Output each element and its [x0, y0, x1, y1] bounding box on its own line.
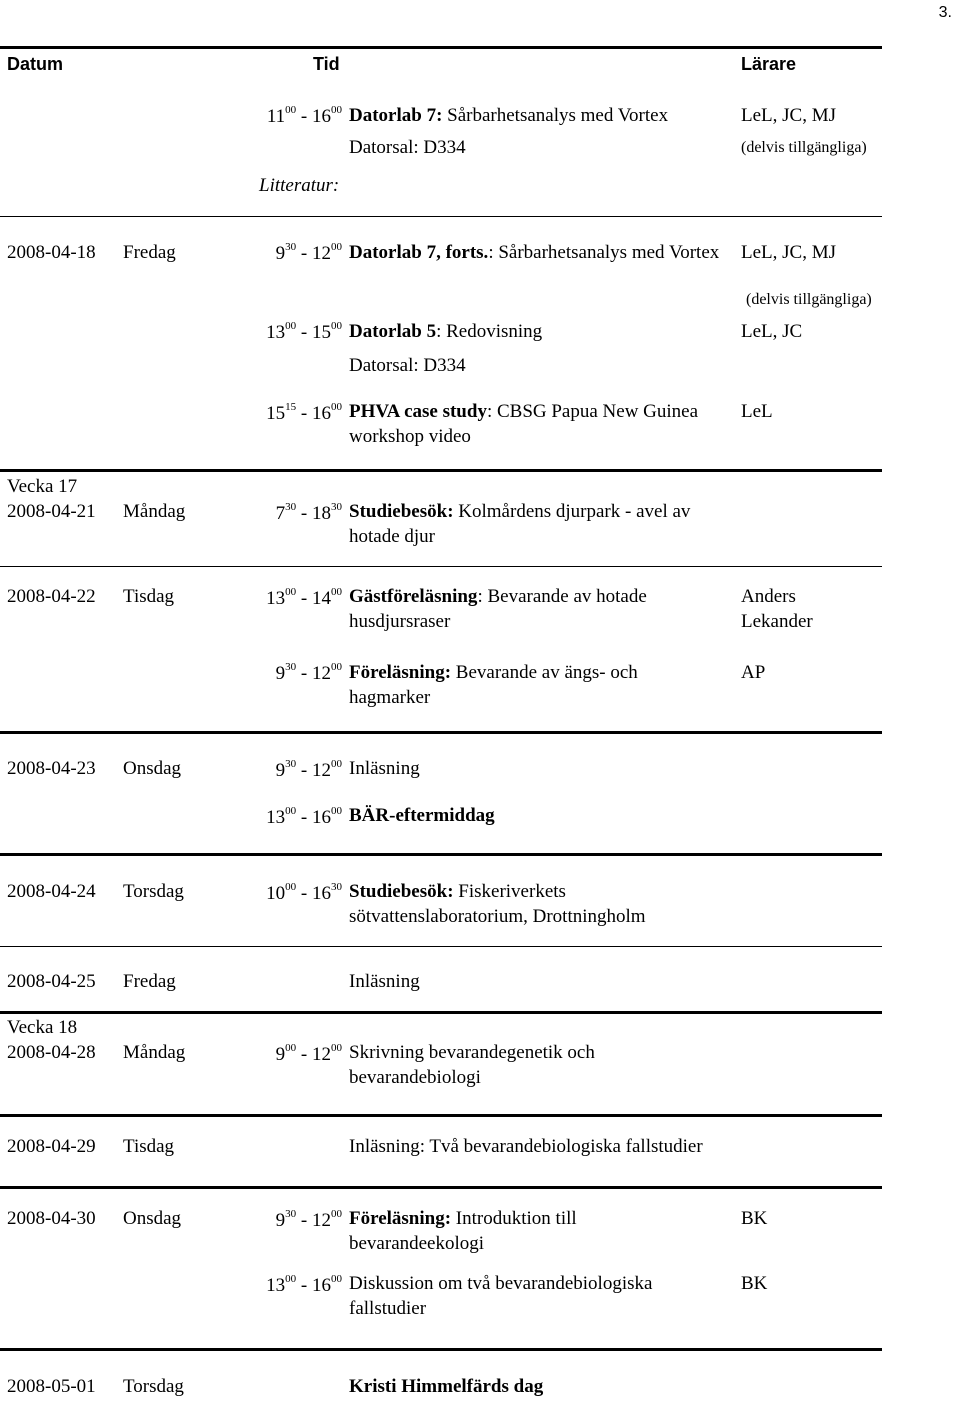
time-range: $13^{00} - 15^{00}$: [266, 320, 342, 343]
row-date: 2008-04-28: [7, 1042, 96, 1063]
week-label: Vecka 18: [7, 1017, 78, 1038]
row-divider: [0, 1348, 882, 1351]
activity: Inläsning: [349, 758, 420, 779]
row-date: 2008-04-21: [7, 501, 96, 522]
row-date: 2008-04-29: [7, 1136, 96, 1157]
row-divider: [0, 853, 882, 856]
activity: Datorlab 7: Sårbarhetsanalys med Vortex: [349, 105, 669, 126]
row-divider: [0, 1114, 882, 1117]
teacher: AP: [741, 662, 766, 683]
header-time: Tid: [313, 54, 340, 74]
row-day: Onsdag: [123, 758, 182, 779]
row-date: 2008-04-22: [7, 586, 96, 607]
teacher: BK: [741, 1208, 768, 1229]
time-range: $9^{30} - 12^{00}$: [275, 1208, 342, 1231]
time-range: $15^{15} - 16^{00}$: [266, 401, 342, 424]
time-range: $10^{00} - 16^{30}$: [266, 881, 342, 904]
time-range: $9^{00} - 12^{00}$: [275, 1042, 342, 1065]
row-day: Måndag: [123, 501, 186, 522]
row-date: 2008-05-01: [7, 1376, 96, 1397]
row-day: Fredag: [123, 242, 176, 263]
row-date: 2008-04-23: [7, 758, 96, 779]
activity: Inläsning: Två bevarandebiologiska fallstudier: [349, 1136, 703, 1157]
row-date: 2008-04-24: [7, 881, 96, 902]
teacher-note: (delvis tillgängliga): [746, 291, 872, 308]
teacher: Anders: [741, 586, 796, 607]
teacher: BK: [741, 1273, 768, 1294]
row-day: Fredag: [123, 971, 176, 992]
teacher: Lekander: [741, 611, 813, 632]
header-teacher: Lärare: [741, 54, 797, 74]
activity: Skrivning bevarandegenetik och bevarandebiologi: [349, 1042, 595, 1088]
activity: Gästföreläsning: Bevarande av hotade husdjursraser: [349, 586, 647, 632]
activity: Studiebesök: Fiskeriverkets sötvattenslaboratorium, Drottningholm: [349, 881, 646, 927]
teacher: LeL, JC, MJ: [741, 105, 836, 126]
activity: Datorlab 5: Redovisning: [349, 321, 543, 342]
activity: Föreläsning: Introduktion till bevarandeekologi: [349, 1208, 577, 1254]
row-divider: [0, 946, 882, 947]
time-range: $7^{30} - 18^{30}$: [275, 501, 342, 524]
activity: Studiebesök: Kolmårdens djurpark - avel av hotade djur: [349, 501, 691, 547]
literature-label: Litteratur:: [259, 175, 340, 196]
teacher-note: (delvis tillgängliga): [741, 139, 867, 156]
activity: Datorlab 7, forts.: Sårbarhetsanalys med Vortex: [349, 242, 720, 263]
time-range: $13^{00} - 16^{00}$: [266, 1273, 342, 1296]
time-range: $13^{00} - 16^{00}$: [266, 805, 342, 828]
week-divider: [0, 1011, 882, 1014]
time-range: $13^{00} - 14^{00}$: [266, 586, 342, 609]
row-date: 2008-04-18: [7, 242, 96, 263]
page-number: 3.: [938, 4, 952, 21]
time-range: $9^{30} - 12^{00}$: [275, 661, 342, 684]
activity: Diskussion om två bevarandebiologiska fallstudier: [349, 1273, 653, 1319]
row-divider: [0, 566, 882, 567]
time-range: $9^{30} - 12^{00}$: [275, 758, 342, 781]
row-day: Torsdag: [123, 1376, 184, 1397]
room: Datorsal: D334: [349, 137, 466, 158]
activity: Föreläsning: Bevarande av ängs- och hagmarker: [349, 662, 638, 708]
teacher: LeL: [741, 401, 773, 422]
row-day: Onsdag: [123, 1208, 182, 1229]
teacher: LeL, JC: [741, 321, 803, 342]
row-divider: [0, 216, 882, 217]
row-date: 2008-04-30: [7, 1208, 96, 1229]
room: Datorsal: D334: [349, 355, 466, 376]
row-day: Torsdag: [123, 881, 184, 902]
row-day: Måndag: [123, 1042, 186, 1063]
row-divider: [0, 1186, 882, 1189]
activity: Inläsning: [349, 971, 420, 992]
activity: PHVA case study: CBSG Papua New Guinea workshop video: [349, 401, 699, 447]
holiday: Kristi Himmelfärds dag: [349, 1376, 544, 1397]
row-divider: [0, 731, 882, 734]
header-date: Datum: [7, 54, 64, 74]
activity: BÄR-eftermiddag: [349, 805, 495, 826]
row-day: Tisdag: [123, 586, 175, 607]
row-day: Tisdag: [123, 1136, 175, 1157]
week-label: Vecka 17: [7, 476, 78, 497]
time-range: $11^{00} - 16^{00}$: [266, 104, 342, 127]
time-range: $9^{30} - 12^{00}$: [275, 241, 342, 264]
header-top-rule: [0, 46, 882, 49]
teacher: LeL, JC, MJ: [741, 242, 836, 263]
row-date: 2008-04-25: [7, 971, 96, 992]
week-divider: [0, 469, 882, 472]
